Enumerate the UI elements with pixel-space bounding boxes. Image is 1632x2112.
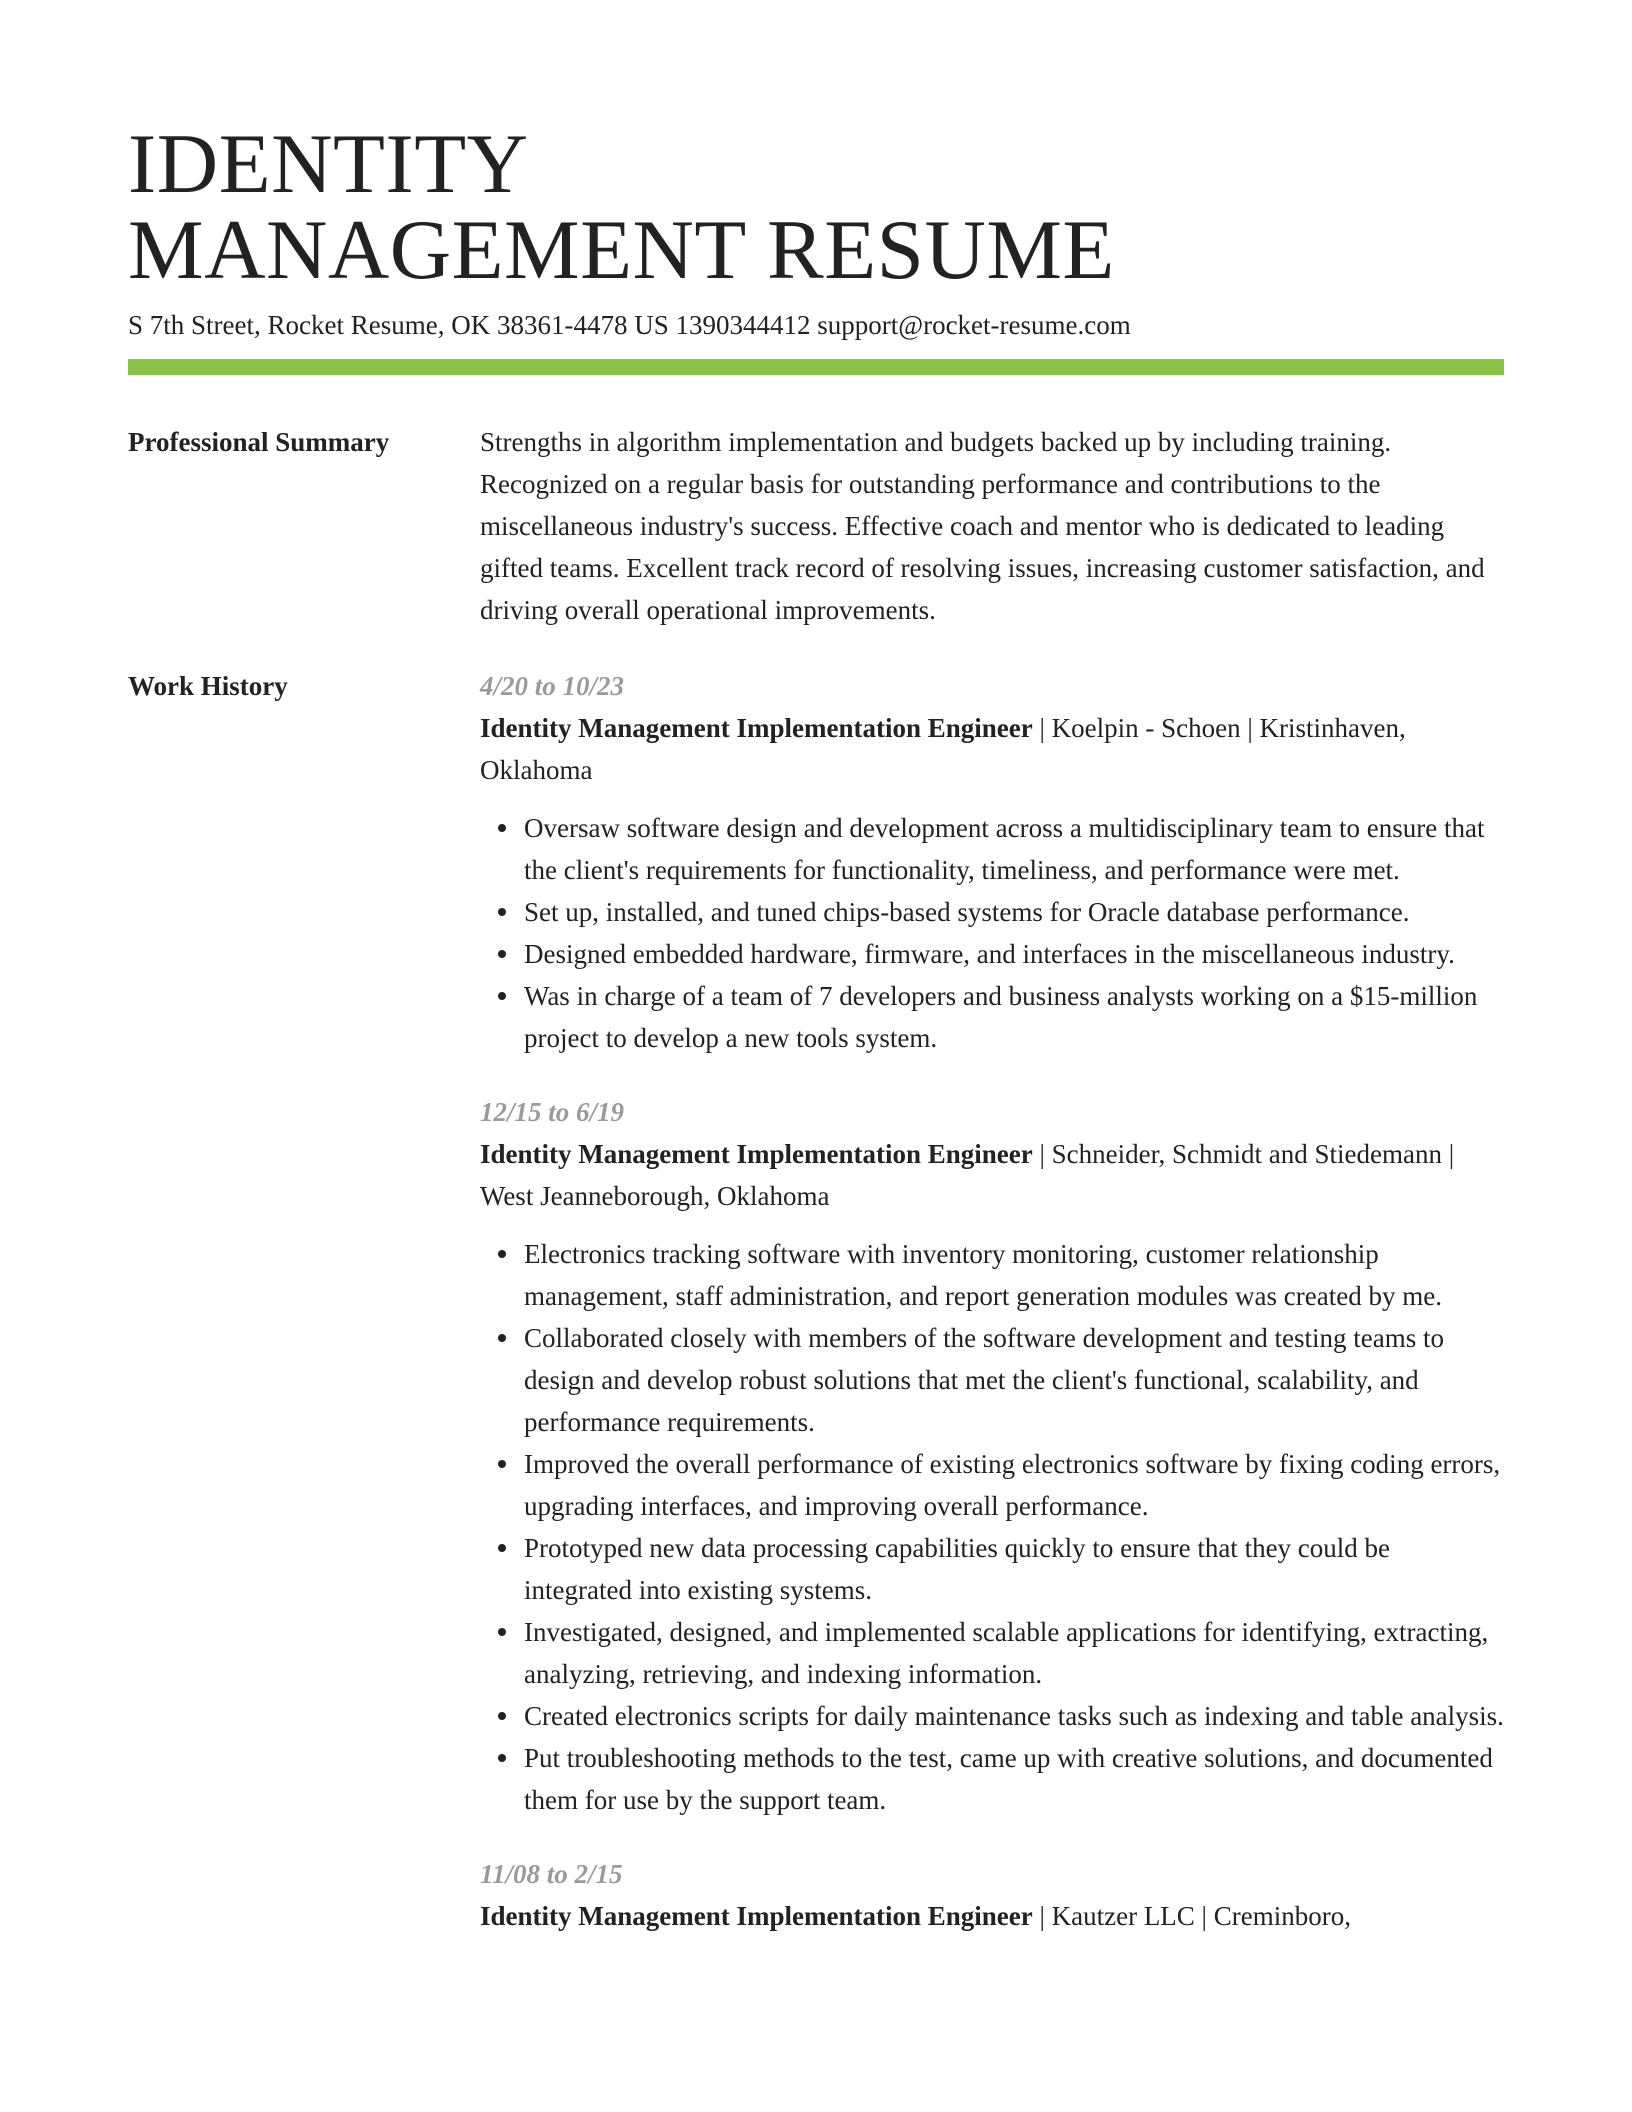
job-company-location: | Koelpin - Schoen | Kristinhaven, Oklahoma (480, 713, 1406, 785)
list-item: Created electronics scripts for daily maintenance tasks such as indexing and table analysis. (524, 1695, 1504, 1737)
list-item: Oversaw software design and development across a multidisciplinary team to ensure that the client's requirements for functionality, timeliness, and performance were met. (524, 807, 1504, 891)
list-item: Investigated, designed, and implemented scalable applications for identifying, extracting, analyzing, retrieving, and indexing information. (524, 1611, 1504, 1695)
work-history-section (128, 665, 1504, 1937)
list-item: Designed embedded hardware, firmware, and interfaces in the miscellaneous industry. (524, 933, 1504, 975)
resume-title-line-1: IDENTITY (128, 117, 529, 211)
job-responsibilities (480, 1233, 1504, 1821)
job-heading (480, 1133, 1504, 1217)
job-dates: 11/08 to 2/15 (480, 1859, 623, 1889)
job-dates: 4/20 to 10/23 (480, 671, 625, 701)
job-entry (480, 1091, 1504, 1821)
section-label-summary: Professional Summary (128, 427, 390, 457)
resume-title (128, 117, 1504, 297)
job-title: Identity Management Implementation Engineer (480, 713, 1033, 743)
list-item: Electronics tracking software with inventory monitoring, customer relationship management, staff administration, and report generation modules was created by me. (524, 1233, 1504, 1317)
list-item: Prototyped new data processing capabilities quickly to ensure that they could be integrated into existing systems. (524, 1527, 1504, 1611)
work-history-list (480, 665, 1504, 1937)
job-title: Identity Management Implementation Engineer (480, 1901, 1033, 1931)
section-label-work-history: Work History (128, 671, 288, 701)
job-company-location: | Kautzer LLC | Creminboro, (1032, 1901, 1351, 1931)
list-item: Set up, installed, and tuned chips-based systems for Oracle database performance. (524, 891, 1504, 933)
job-entry (480, 665, 1504, 1059)
accent-divider (128, 359, 1504, 375)
summary-text: Strengths in algorithm implementation and budgets backed up by including training. Recognized on a regular basis for outstanding performance and contributions to the miscellaneous industry's success. Effective coach and mentor who is dedicated to leading gifted teams. Excellent track record of resolving issues, increasing customer satisfaction, and driving overall operational improvements. (480, 427, 1485, 625)
list-item: Put troubleshooting methods to the test, came up with creative solutions, and documented them for use by the support team. (524, 1737, 1504, 1821)
professional-summary-section (128, 421, 1504, 631)
job-heading (480, 1895, 1504, 1937)
job-dates: 12/15 to 6/19 (480, 1097, 625, 1127)
contact-info: S 7th Street, Rocket Resume, OK 38361-4478 US 1390344412 support@rocket-resume.com (128, 310, 1131, 340)
job-responsibilities (480, 807, 1504, 1059)
list-item: Collaborated closely with members of the software development and testing teams to design and develop robust solutions that met the client's functional, scalability, and performance requirements. (524, 1317, 1504, 1443)
job-title: Identity Management Implementation Engineer (480, 1139, 1033, 1169)
list-item: Was in charge of a team of 7 developers and business analysts working on a $15-million project to develop a new tools system. (524, 975, 1504, 1059)
list-item: Improved the overall performance of existing electronics software by fixing coding errors, upgrading interfaces, and improving overall performance. (524, 1443, 1504, 1527)
job-company-location: | Schneider, Schmidt and Stiedemann | West Jeanneborough, Oklahoma (480, 1139, 1455, 1211)
job-heading (480, 707, 1504, 791)
resume-title-line-2: MANAGEMENT RESUME (128, 203, 1115, 297)
job-entry (480, 1853, 1504, 1937)
